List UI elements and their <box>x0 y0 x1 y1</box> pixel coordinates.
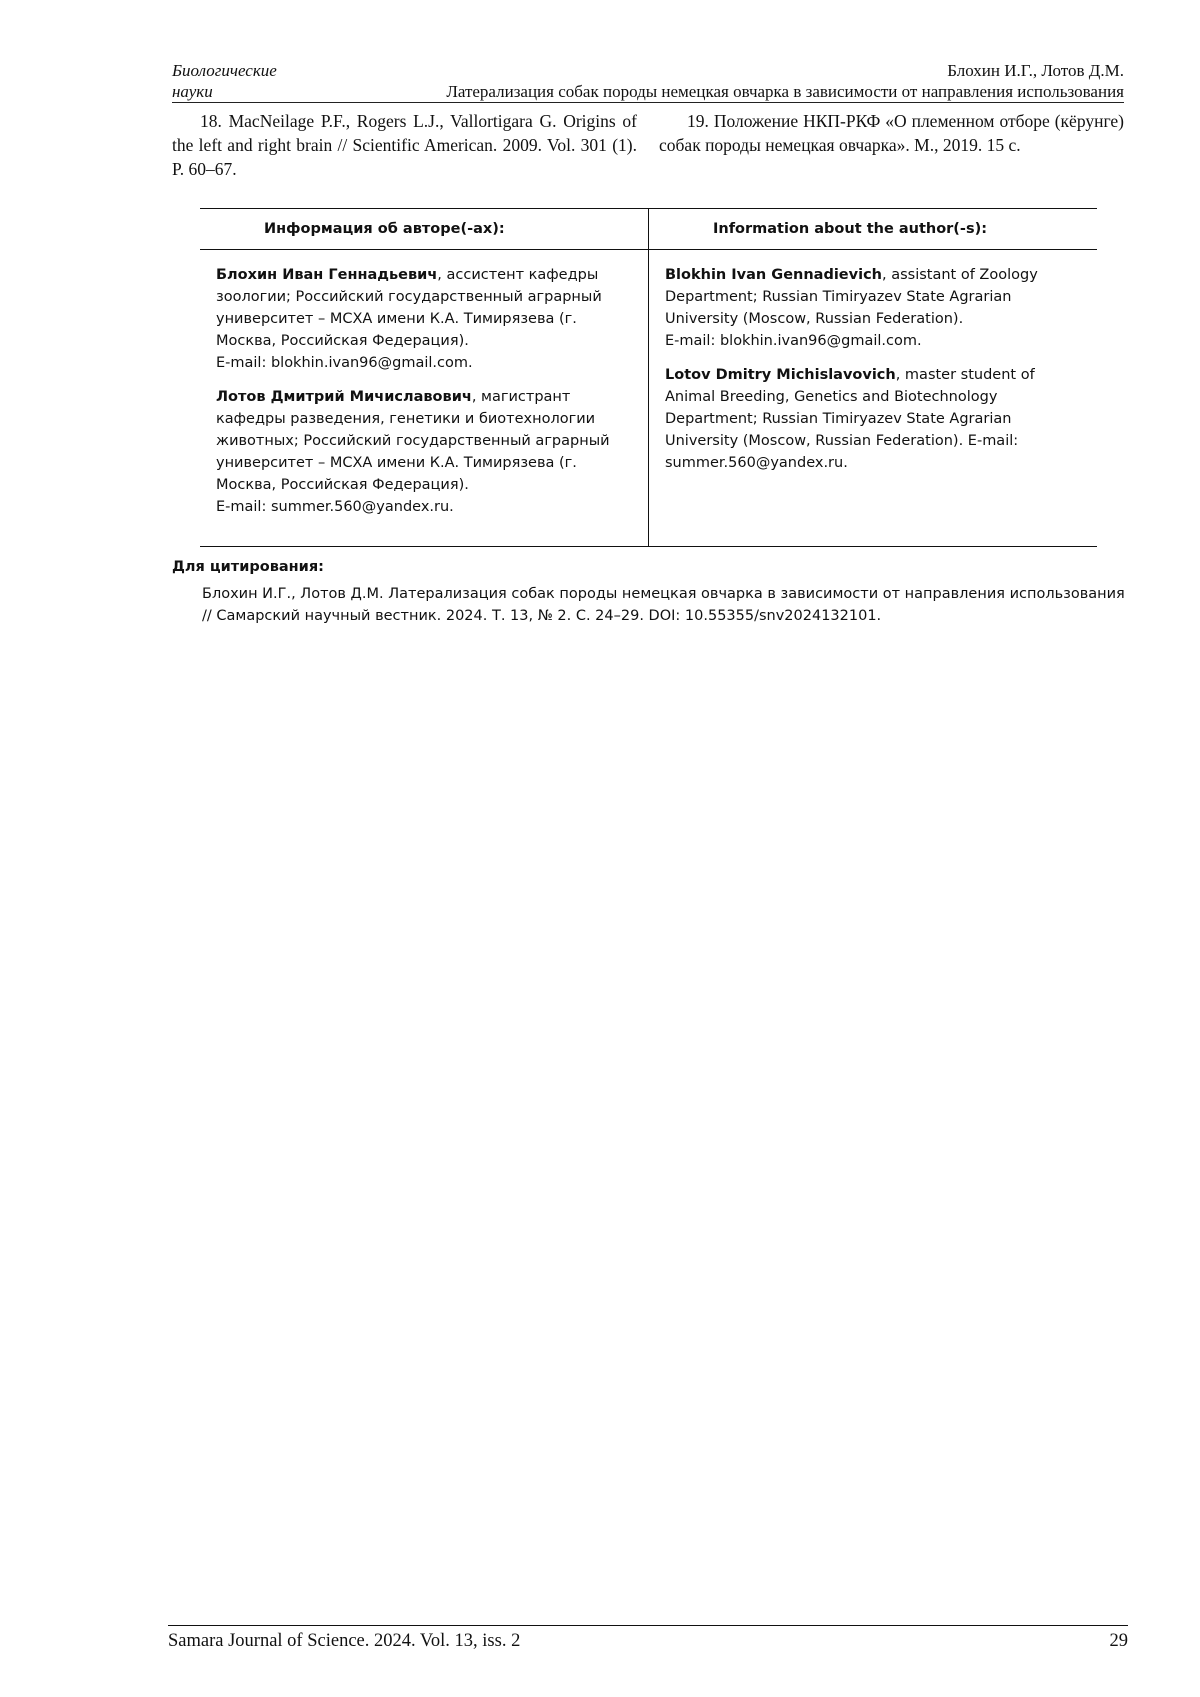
section-line-1: Биологические <box>172 61 277 80</box>
author-column-en <box>649 250 1097 546</box>
page-number: 29 <box>1109 1631 1128 1651</box>
reference-item: 18. MacNeilage P.F., Rogers L.J., Vallortigara G. Origins of the left and right brain // Scientific American. 2009. Vol. 301 (1). P. 60–67. <box>172 111 637 179</box>
author-details: , магистрант кафедры разведения, генетики и биотехнологии животных; Российский государственный аграрный университет – МСХА имени К.А. Тимирязева (г. Москва, Российская Федерация). <box>216 389 610 493</box>
citation-text: Блохин И.Г., Лотов Д.М. Латерализация собак породы немецкая овчарка в зависимости от направления использования // Самарский научный вестник. 2024. Т. 13, № 2. С. 24–29. DOI: 10.55355/snv2024132101. <box>202 586 1125 624</box>
page-footer <box>168 1625 1128 1656</box>
author-details: , assistant of Zoology Department; Russian Timiryazev State Agrarian University (Moscow, Russian Federation). <box>665 267 1038 327</box>
author-info-header <box>200 209 1097 250</box>
author-column-ru <box>200 250 649 546</box>
author-info-table <box>200 208 1097 547</box>
author-email: E-mail: blokhin.ivan96@gmail.com. <box>665 333 922 349</box>
reference-item: 19. Положение НКП-РКФ «О племенном отборе (кёрунге) собак породы немецкая овчарка». М., 2019. 15 с. <box>659 111 1124 155</box>
author-name: Лотов Дмитрий Мичиславович <box>216 389 472 405</box>
author-entry <box>665 364 1083 474</box>
heading-ru: Информация об авторе(-ах): <box>200 209 649 249</box>
running-header <box>172 60 1124 103</box>
author-name: Блохин Иван Геннадьевич <box>216 267 438 283</box>
author-details: , master student of Animal Breeding, Genetics and Biotechnology Department; Russian Timiryazev State Agrarian University (Moscow, Russian Federation). E-mail: summer.560@yandex.ru. <box>665 367 1035 471</box>
citation-title: Для цитирования: <box>172 559 324 575</box>
author-email: E-mail: blokhin.ivan96@gmail.com. <box>216 355 473 371</box>
header-authors: Блохин И.Г., Лотов Д.М. <box>947 61 1124 80</box>
section-line-2: науки <box>172 81 302 103</box>
header-right <box>446 60 1124 102</box>
heading-en: Information about the author(-s): <box>713 221 988 237</box>
citation-block <box>172 556 1128 627</box>
author-name: Lotov Dmitry Michislavovich <box>665 367 896 383</box>
author-info-body <box>200 250 1097 546</box>
author-entry <box>665 264 1083 352</box>
author-details: , ассистент кафедры зоологии; Российский государственный аграрный университет – МСХА имени К.А. Тимирязева (г. Москва, Российская Федерация). <box>216 267 602 349</box>
footer-journal: Samara Journal of Science. 2024. Vol. 13, iss. 2 <box>168 1631 521 1651</box>
author-name: Blokhin Ivan Gennadievich <box>665 267 882 283</box>
author-entry <box>216 264 634 374</box>
author-entry <box>216 386 634 518</box>
header-article-title: Латерализация собак породы немецкая овчарка в зависимости от направления использования <box>446 82 1124 101</box>
author-email: E-mail: summer.560@yandex.ru. <box>216 499 454 515</box>
section-label <box>172 60 302 103</box>
